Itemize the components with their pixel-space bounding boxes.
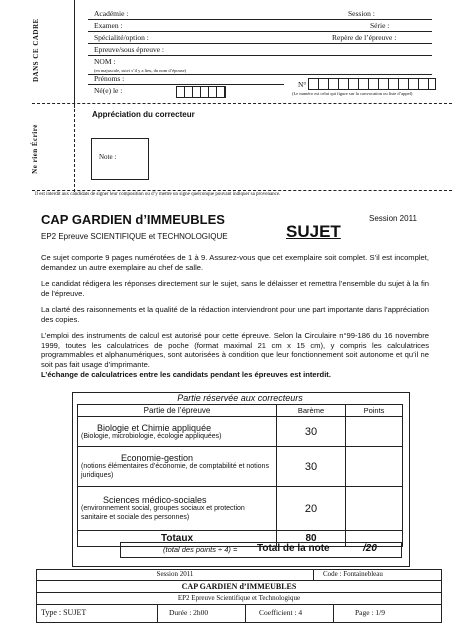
footer-code: Code : Fontainebleau — [323, 570, 383, 578]
final-label: Total de la note — [257, 543, 330, 554]
header-partie: Partie de l’épreuve — [78, 405, 277, 417]
total-value: 80 — [277, 531, 346, 547]
field-specialite[interactable]: Spécialité/option : — [94, 33, 149, 42]
correcteur-title: Appréciation du correcteur — [92, 110, 195, 119]
footer-title: CAP GARDIEN d’IMMEUBLES — [181, 582, 297, 591]
note-label: Note : — [99, 153, 117, 161]
footer-block — [36, 569, 442, 623]
footer-duree: Durée : 2h00 — [169, 608, 209, 617]
sujet-label: SUJET — [286, 222, 341, 241]
side-label-dans-ce-cadre: DANS CE CADRE — [32, 18, 40, 82]
footer-page: Page : 1/9 — [355, 608, 385, 617]
field-nom[interactable]: NOM : — [94, 57, 116, 66]
row-bareme-biologie: 30 — [277, 417, 346, 447]
row-detail-sms: (environnement social, groupes sociaux et protection sanitaire et sociale des personnes) — [81, 505, 245, 521]
grading-caption: Partie réservée aux correcteurs — [177, 393, 303, 403]
row-points-sms[interactable] — [346, 487, 403, 531]
numero-boxes[interactable] — [308, 78, 436, 90]
row-detail-economie: (notions élémentaires d’économie, de comptabilité et notions juridiques) — [81, 463, 269, 479]
exam-subtitle: EP2 Epreuve SCIENTIFIQUE et TECHNOLOGIQUE — [41, 232, 228, 241]
grading-table — [77, 404, 403, 547]
field-examen[interactable]: Examen : — [94, 21, 123, 30]
nom-hint: (en majuscule, suivi s’il y a lieu, du nom d’épouse) — [94, 68, 187, 73]
row-bareme-economie: 30 — [277, 447, 346, 487]
row-title-biologie: Biologie et Chimie appliquée — [97, 423, 212, 433]
warning-text: Il est interdit aux candidats de signer leur composition ou d’y mettre un signe quelconque pouvant indiquer sa provenance. — [35, 192, 281, 197]
table-row — [78, 417, 403, 447]
field-epreuve[interactable]: Epreuve/sous épreuve : — [94, 45, 164, 54]
final-value: /20 — [363, 543, 377, 554]
row-title-sms: Sciences médico-sociales — [103, 495, 207, 505]
paragraph-clarte: La clarté des raisonnements et la qualité de la rédaction interviendront pour une part importante dans l’appréciation des copies. — [41, 305, 429, 324]
birthdate-boxes[interactable] — [176, 86, 226, 98]
row-points-biologie[interactable] — [346, 417, 403, 447]
field-repere[interactable]: Repère de l’épreuve : — [332, 33, 397, 42]
paragraph-echange: L’échange de calculatrices entre les candidats pendant les épreuves est interdit. — [41, 370, 331, 379]
field-session[interactable]: Session : — [348, 9, 375, 18]
footer-coefficient: Coefficient : 4 — [259, 608, 303, 617]
field-prenoms[interactable]: Prénoms : — [94, 74, 125, 83]
paragraph-reponses: Le candidat rédigera les réponses directement sur le sujet, sans le délaisser et remettra l’ensemble du sujet à la fin de l’épreuve. — [41, 279, 429, 298]
row-detail-biologie: (Biologie, microbiologie, écologie appliquées) — [81, 433, 222, 440]
side-label-ne-rien-ecrire: Ne rien Écrire — [31, 124, 39, 174]
note-box[interactable] — [91, 138, 149, 180]
numero-hint: (Le numéro est celui qui figure sur la convocation ou liste d’appel) — [292, 91, 413, 96]
paragraph-pages: Ce sujet comporte 9 pages numérotées de 1 à 9. Assurez-vous que cet exemplaire soit complet. S’il est incomplet, demandez un autre exemplaire au chef de salle. — [41, 253, 429, 272]
header-points: Points — [346, 405, 403, 417]
final-note-row[interactable] — [120, 542, 402, 558]
field-ne-le[interactable]: Né(e) le : — [94, 86, 123, 95]
header-bareme: Barème — [277, 405, 346, 417]
field-numero[interactable]: N° — [298, 80, 307, 89]
row-bareme-sms: 20 — [277, 487, 346, 531]
table-row — [78, 487, 403, 531]
table-row — [78, 447, 403, 487]
exam-session: Session 2011 — [369, 214, 417, 223]
field-academie[interactable]: Académie : — [94, 9, 129, 18]
footer-type: Type : SUJET — [41, 608, 87, 617]
paragraph-calculatrices: L’emploi des instruments de calcul est autorisé pour cette épreuve. Selon la Circulaire n°99-186 du 16 novembre 1999, toutes les calculatrices de poche (format maximal 21 cm x 15 cm), y compris les calculatrices programmables et alphanumériques, sont autorisées à condition que leur fonctionnement soit autonome et qu’il ne soit pas fait usage d’imprimante. — [41, 331, 429, 369]
total-label: Totaux — [78, 531, 277, 547]
footer-subtitle: EP2 Epreuve Scientifique et Technologique — [177, 594, 301, 602]
row-points-economie[interactable] — [346, 447, 403, 487]
field-serie[interactable]: Série : — [370, 21, 390, 30]
final-formula: (total des points ÷ 4) = — [163, 545, 238, 554]
exam-title: CAP GARDIEN d’IMMEUBLES — [41, 212, 225, 227]
footer-session: Session 2011 — [156, 570, 194, 578]
row-title-economie: Economie-gestion — [121, 453, 194, 463]
